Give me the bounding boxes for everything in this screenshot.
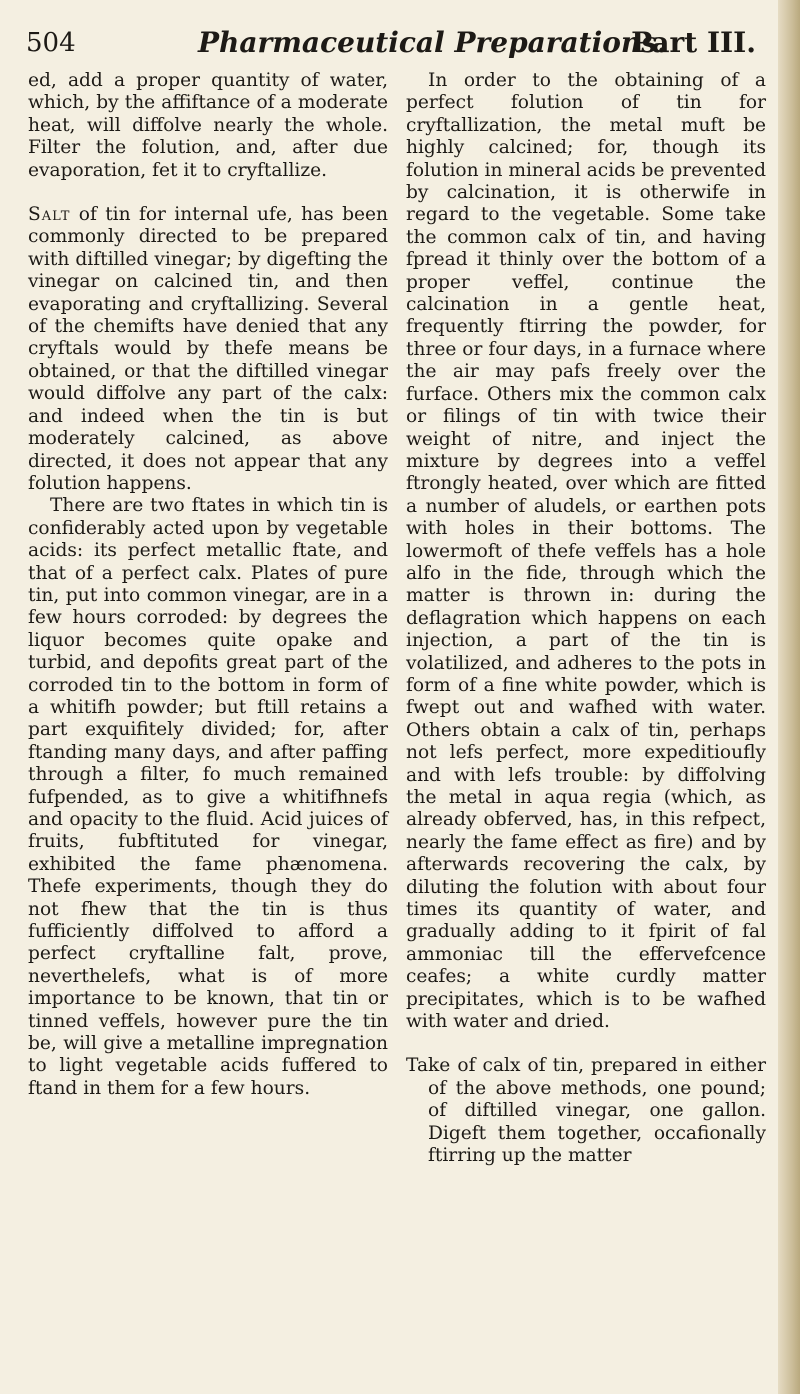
page-number: 504 (26, 28, 76, 58)
page-edge (778, 0, 800, 1394)
running-header (26, 24, 766, 70)
part-label: Part III. (631, 26, 756, 59)
paragraph-text: of tin for internal ufe, has been commonly directed to be prepared with diftilled vinegar; by digefting the vinegar on calcined tin, and then evaporating and cryftallizing. Several of the chemifts have denied that any cryftals would by thefe means be obtained, or that the diftilled vinegar would diffolve any part of the calx: and indeed when the tin is but moderately calcined, as above directed, it does not appear that any folution happens. (28, 204, 388, 494)
paragraph: There are two ftates in which tin is confiderably acted upon by vegetable acids: its perfect metallic ftate, and that of a perfect calx. Plates of pure tin, put into common vinegar, are in a few hours corroded: by degrees the liquor becomes quite opake and turbid, and depofits great part of the corroded tin to the bottom in form of a whitifh powder; but ftill retains a part exquifitely divided; for, after ftanding many days, and after paffing through a filter, fo much remained fufpended, as to give a whitifhnefs and opacity to the fluid. Acid juices of fruits, fubftituted for vinegar, exhibited the fame phænomena. Thefe experiments, though they do not fhew that the tin is thus fufficiently diffolved to afford a perfect cryftalline falt, prove, neverthelefs, what is of more importance to be known, that tin or tinned veffels, however pure the tin be, will give a metalline impregnation to light vegetable acids fuffered to ftand in them for a few hours. (28, 495, 388, 1099)
paragraph (28, 204, 388, 495)
recipe-paragraph: Take of calx of tin, prepared in either of the above methods, one pound; of diftilled vinegar, one gallon. Digeft them together, occafionally ftirring up the matter (406, 1055, 766, 1167)
paragraph: ed, add a proper quantity of water, which, by the affiftance of a moderate heat, will diffolve nearly the whole. Filter the folution, and, after due evaporation, fet it to cryftallize. (28, 70, 388, 181)
small-caps-lead: Salt (28, 204, 71, 226)
right-column (406, 70, 766, 1168)
left-column (28, 70, 388, 1100)
paragraph: In order to the obtaining of a perfect folution of tin for cryftallization, the metal muft be highly calcined; for, though its folution in mineral acids be prevented by calcination, it is otherwife in regard to the vegetable. Some take the common calx of tin, and having fpread it thinly over the bottom of a proper veffel, continue the calcination in a gentle heat, frequently ftirring the powder, for three or four days, in a furnace where the air may pafs freely over the furface. Others mix the common calx or filings of tin with twice their weight of nitre, and inject the mixture by degrees into a veffel ftrongly heated, over which are fitted a number of aludels, or earthen pots with holes in their bottoms. The lowermoft of thefe veffels has a hole alfo in the fide, through which the matter is thrown in: during the deflagration which happens on each injection, a part of the tin is volatilized, and adheres to the pots in form of a fine white powder, which is fwept out and wafhed with water. Others obtain a calx of tin, perhaps not lefs perfect, more expeditioufly and with lefs trouble: by diffolving the metal in aqua regia (which, as already obferved, has, in this refpect, nearly the fame effect as fire) and by afterwards recovering the calx, by diluting the folution with about four times its quantity of water, and gradually adding to it fpirit of fal ammoniac till the effervefcence ceafes; a white curdly matter precipitates, which is to be wafhed with water and dried. (406, 70, 766, 1033)
running-title: Pharmaceutical Preparations. (198, 26, 667, 59)
